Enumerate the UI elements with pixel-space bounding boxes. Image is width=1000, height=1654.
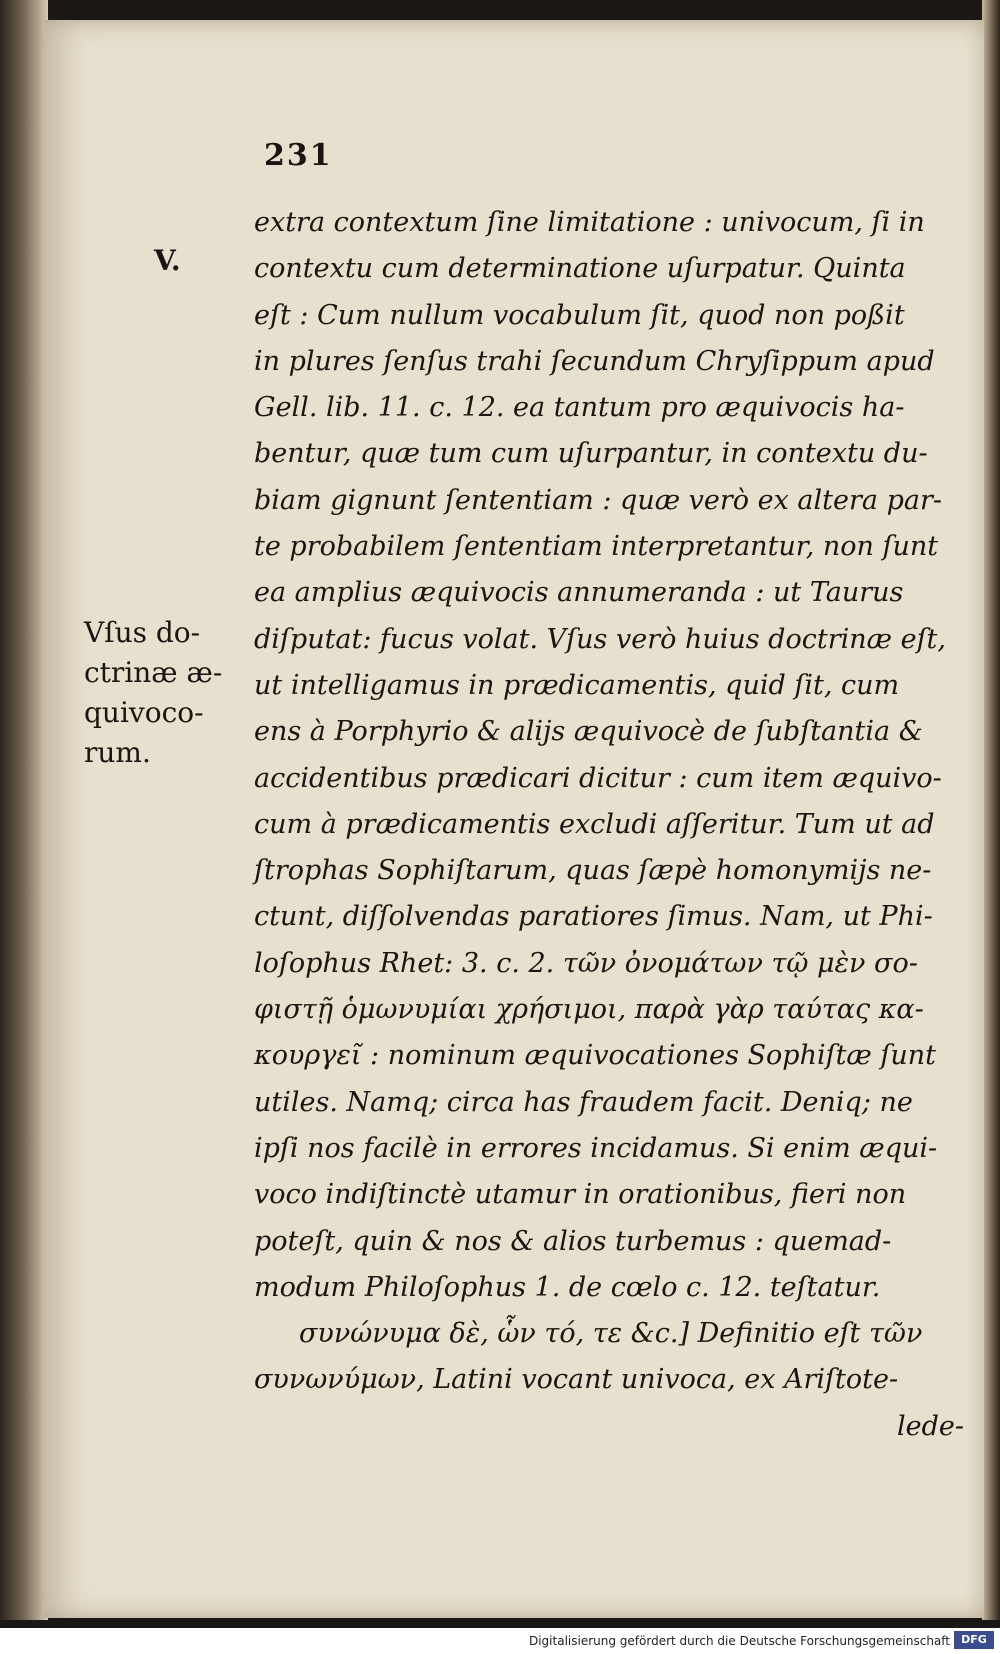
text-line: poteſt, quin & nos & alios turbemus : quemad-: [254, 1225, 892, 1257]
digitization-credit: Digitalisierung gefördert durch die Deutsche Forschungsgemeinschaft: [528, 1634, 950, 1648]
body-text: [254, 200, 964, 1450]
text-line: ſtrophas Sophiſtarum, quas ſæpè homonymijs ne-: [254, 855, 932, 887]
text-line-greek: κουργεῖ : nominum æquivocationes Sophiſtæ ſunt: [254, 1040, 937, 1072]
text-line: voco indiſtinctè utamur in orationibus, fieri non: [254, 1179, 907, 1211]
text-line: te probabilem ſententiam interpretantur, non ſunt: [254, 531, 939, 563]
catchword: lede-: [897, 1410, 964, 1442]
text-line: ut intelligamus in prædicamentis, quid ſit, cum: [254, 669, 900, 701]
text-line: ctunt, diſſolvendas paratiores ſimus. Nam, ut Phi-: [254, 901, 933, 933]
marginal-line: ctrinæ æ-: [84, 656, 223, 689]
marginal-line: Vſus do-: [84, 616, 201, 649]
text-line: ens à Porphyrio & alijs æquivocè de ſubſtantia &: [254, 716, 923, 748]
text-line: biam gignunt ſententiam : quæ verò ex altera par-: [254, 484, 942, 516]
text-line: in plures ſenſus trahi ſecundum Chryſippum apud: [254, 345, 935, 377]
text-line: utiles. Namq; circa has fraudem facit. Deniq; ne: [254, 1086, 913, 1118]
text-line: ipſi nos facilè in errores incidamus. Si enim æqui-: [254, 1132, 938, 1164]
text-line: Gell. lib. 11. c. 12. ea tantum pro æquivocis ha-: [254, 392, 905, 424]
text-line: accidentibus prædicari dicitur : cum item æquivo-: [254, 762, 942, 794]
dfg-logo: DFG: [954, 1631, 994, 1649]
text-line-greek: loſophus Rhet: 3. c. 2. τῶν ὀνομάτων τῷ μὲν σο-: [254, 947, 918, 979]
marginal-line: V.: [154, 244, 181, 277]
text-line-lemma: συνώνυμα δὲ, ὧν τό, τε &c.] Definitio eſt τῶν: [299, 1318, 923, 1350]
text-line: diſputat: fucus volat. Vſus verò huius doctrinæ eſt,: [254, 623, 946, 655]
page-number: 231: [264, 138, 333, 173]
text-line: contextu cum determinatione uſurpatur. Quinta: [254, 253, 906, 285]
text-line: bentur, quæ tum cum uſurpantur, in contextu du-: [254, 438, 928, 470]
text-line: modum Philoſophus 1. de cœlo c. 12. teſtatur.: [254, 1271, 881, 1303]
marginal-line: rum.: [84, 736, 151, 769]
text-line: ea amplius æquivocis annumeranda : ut Taurus: [254, 577, 904, 609]
text-line-greek: φιστῇ ὁμωνυμίαι χρήσιμοι, παρὰ γὰρ ταύτας κα-: [254, 994, 924, 1026]
text-line: eſt : Cum nullum vocabulum ſit, quod non poßit: [254, 299, 905, 331]
book-spine-edge: [0, 0, 48, 1620]
text-line: extra contextum ſine limitatione : univocum, ſi in: [254, 207, 925, 238]
marginal-line: quivoco-: [84, 696, 204, 729]
text-line: συνωνύμων, Latini vocant univoca, ex Ariſtote-: [254, 1364, 899, 1396]
marginal-note-usus-doctrinae: [84, 613, 222, 773]
text-line: cum à prædicamentis excludi aſſeritur. Tum ut ad: [254, 808, 935, 840]
page-sheet: [44, 20, 984, 1618]
book-fore-edge: [982, 0, 1000, 1620]
marginal-note-section-number: [154, 238, 181, 283]
